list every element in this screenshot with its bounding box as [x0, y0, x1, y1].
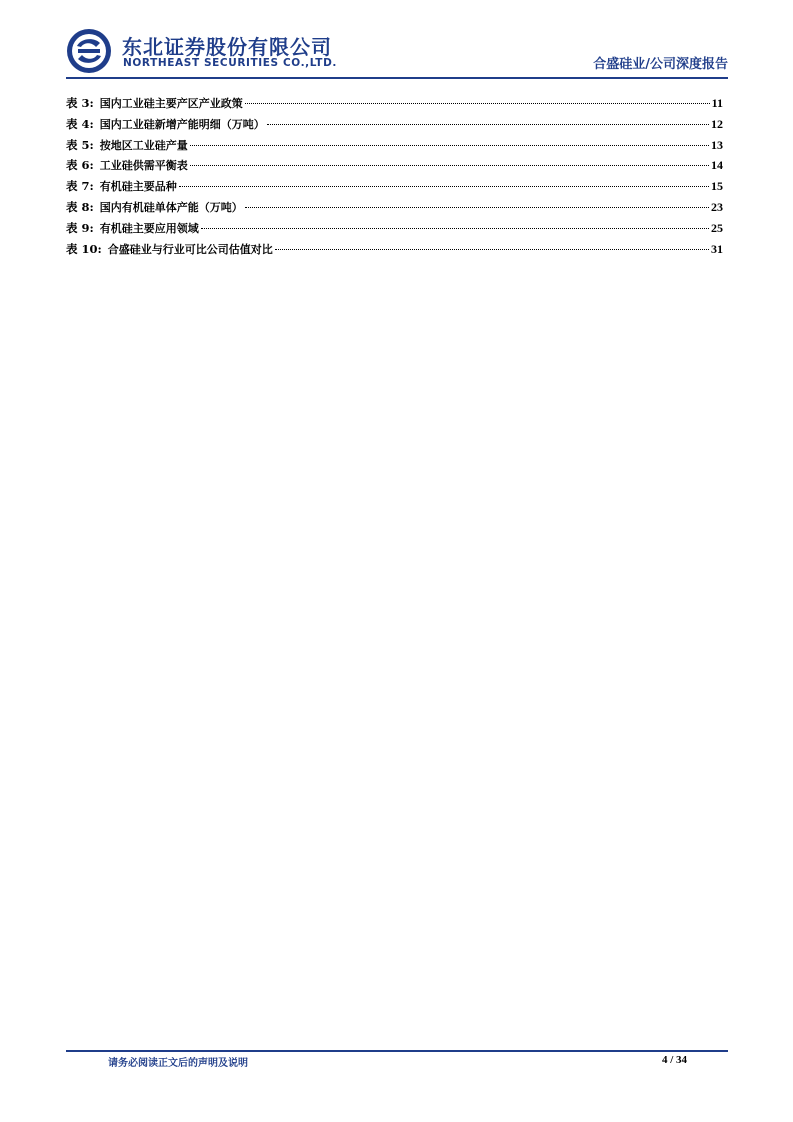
- toc-entry-label: 表 8:: [66, 199, 94, 214]
- toc-entry-label: 表 9:: [66, 220, 94, 235]
- toc-dot-leader: [245, 207, 709, 208]
- toc-dot-leader: [179, 186, 709, 187]
- toc-entry-label: 表 4:: [66, 116, 94, 131]
- toc-entry[interactable]: [66, 178, 723, 199]
- toc-entry[interactable]: [66, 116, 723, 137]
- toc-dot-leader: [267, 124, 709, 125]
- company-name-en: NORTHEAST SECURITIES CO.,LTD.: [123, 57, 337, 69]
- toc-dot-leader: [245, 103, 710, 104]
- toc-dot-leader: [190, 145, 709, 146]
- toc-entry[interactable]: [66, 241, 723, 262]
- toc-entry-page: 12: [711, 116, 723, 131]
- page-header: [66, 26, 728, 76]
- toc-entry-label: 表 3:: [66, 96, 94, 110]
- toc-entry[interactable]: [66, 199, 723, 220]
- toc-entry-page: 14: [711, 158, 723, 173]
- company-name-cn: 东北证券股份有限公司: [122, 35, 332, 59]
- toc-dot-leader: [275, 249, 709, 250]
- toc-entry-title: 国内工业硅新增产能明细（万吨）: [99, 117, 265, 131]
- toc-entry-title: 有机硅主要应用领域: [99, 221, 199, 235]
- toc-entry-title: 合盛硅业与行业可比公司估值对比: [107, 242, 273, 256]
- toc-entry-page: 11: [711, 96, 723, 110]
- toc-entry-page: 31: [711, 241, 723, 256]
- toc-entry-page: 15: [711, 179, 723, 194]
- toc-entry-label: 表 6:: [66, 158, 94, 173]
- page-number: 4 / 34: [662, 1054, 688, 1066]
- toc-entry-title: 国内有机硅单体产能（万吨）: [99, 200, 243, 214]
- toc-entry[interactable]: [66, 95, 723, 116]
- toc-entry-label: 表 7:: [66, 179, 94, 194]
- toc-entry-page: 23: [711, 199, 723, 214]
- toc-entry-title: 按地区工业硅产量: [99, 138, 188, 152]
- toc-entry-title: 工业硅供需平衡表: [99, 159, 188, 173]
- toc-entry[interactable]: [66, 220, 723, 241]
- toc-dot-leader: [190, 165, 709, 166]
- toc-entry-page: 13: [711, 137, 723, 152]
- header-divider: [66, 77, 728, 79]
- footer-disclaimer: 请务必阅读正文后的声明及说明: [108, 1058, 248, 1069]
- toc-entry-page: 25: [711, 220, 723, 235]
- toc-entry-label: 表 10:: [66, 241, 102, 256]
- toc-entry-label: 表 5:: [66, 137, 94, 152]
- table-of-contents: [66, 95, 723, 261]
- report-title: 合盛硅业/公司深度报告: [593, 57, 728, 72]
- footer-divider: [66, 1050, 728, 1052]
- toc-dot-leader: [201, 228, 709, 229]
- toc-entry-title: 有机硅主要品种: [99, 180, 177, 194]
- toc-entry-title: 国内工业硅主要产区产业政策: [99, 97, 243, 110]
- toc-entry[interactable]: [66, 137, 723, 158]
- northeast-securities-logo-icon: [66, 28, 112, 74]
- toc-entry[interactable]: [66, 157, 723, 178]
